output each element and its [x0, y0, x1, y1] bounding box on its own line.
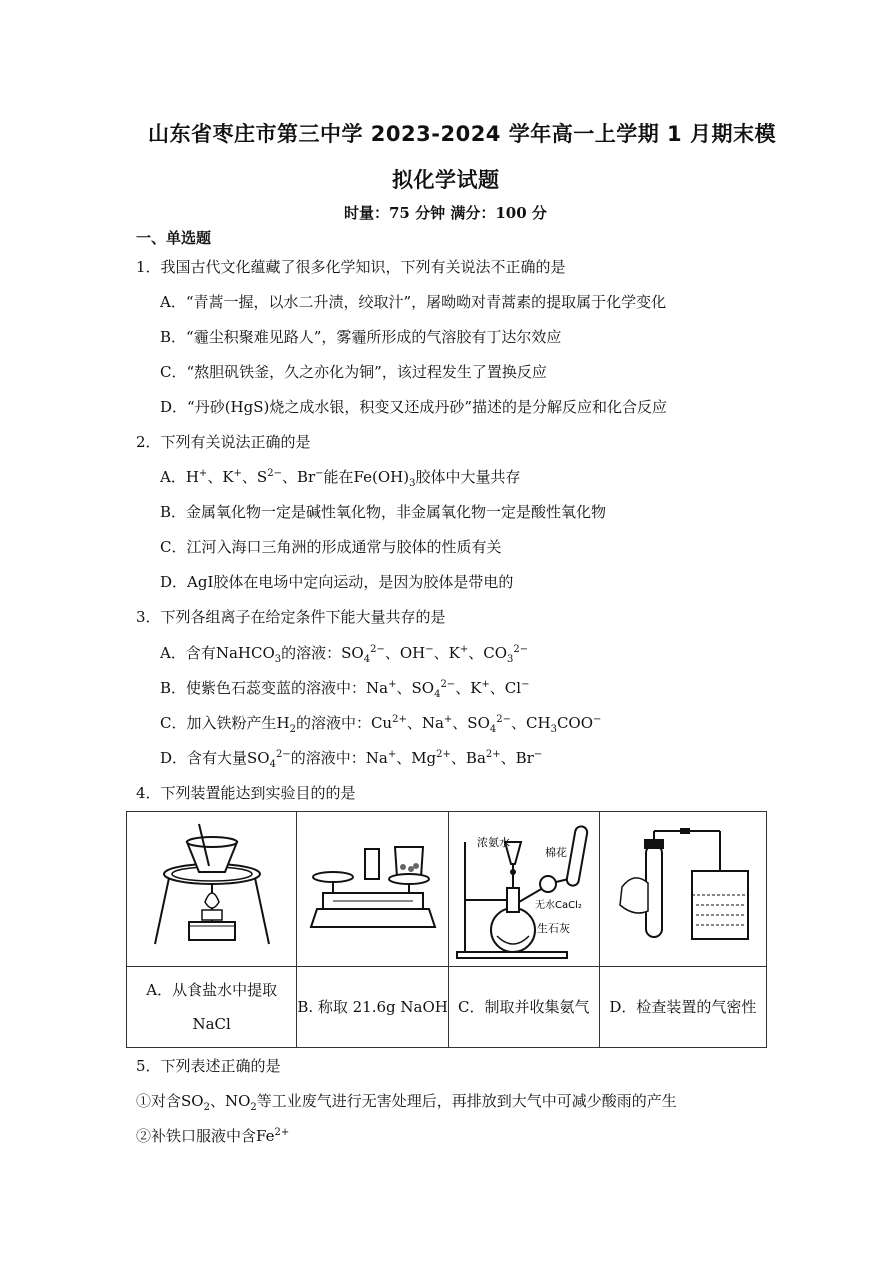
caption-c: C．制取并收集氨气	[448, 967, 599, 1048]
question-1-option-b: B．“霾尘积聚难见路人”，雾霾所形成的气溶胶有丁达尔效应	[160, 328, 562, 346]
caption-a-line2: NaCl	[192, 1015, 231, 1033]
page-title-line2: 拟化学试题	[392, 168, 500, 192]
airtightness-check-illustration	[608, 827, 758, 947]
exam-meta: 时量：75 分钟 满分：100 分	[344, 204, 547, 222]
label-quicklime: 生石灰	[536, 922, 570, 935]
page-title: 山东省枣庄市第三中学 2023-2024 学年高一上学期 1 月期末模	[148, 122, 776, 146]
evaporating-dish-illustration	[147, 822, 277, 952]
question-5-statement-1: ①对含$SO_2$、$NO_2$等工业废气进行无害处理后，再排放到大气中可减少酸雨的产生	[136, 1092, 677, 1113]
question-2-option-b: B．金属氧化物一定是碱性氧化物，非金属氧化物一定是酸性氧化物	[160, 503, 607, 521]
question-2-option-d: D．AgI胶体在电场中定向运动，是因为胶体是带电的	[160, 573, 514, 591]
label-anhydrous-cacl2: 无水CaCl₂	[534, 900, 582, 911]
ammonia-apparatus-illustration	[451, 812, 597, 962]
label-cotton: 棉花	[544, 846, 567, 859]
question-3-option-b: B．使紫色石蕊变蓝的溶液中：Na+、$SO_4^{2-}$、K+、Cl−	[160, 679, 530, 700]
question-5-statement-2: ②补铁口服液中含$Fe^{2+}$	[136, 1127, 290, 1145]
question-1-option-d: D．“丹砂(HgS)烧之成水银，积变又还成丹砂”描述的是分解反应和化合反应	[160, 398, 668, 416]
balance-illustration	[303, 837, 443, 937]
question-2-stem: 2．下列有关说法正确的是	[136, 433, 311, 451]
caption-d: D．检查装置的气密性	[599, 967, 766, 1048]
question-3-option-c: C．加入铁粉产生$H_2$的溶液中：$Cu^{2+}$、Na+、$SO_4^{2-}$、$CH_3COO^-$	[160, 714, 602, 735]
label-ammonia-water: 浓氨水	[476, 836, 510, 849]
question-1-option-c: C．“熬胆矾铁釜，久之亦化为铜”，该过程发生了置换反应	[160, 363, 547, 381]
apparatus-b-cell	[297, 812, 449, 967]
question-3-option-a: A．含有NaHCO$_3$的溶液：$SO_4^{2-}$、OH−、K+、$CO_3^{2-}$	[160, 644, 529, 665]
question-2-option-c: C．江河入海口三角洲的形成通常与胶体的性质有关	[160, 538, 502, 556]
caption-a	[127, 967, 297, 1048]
question-5-stem: 5．下列表述正确的是	[136, 1057, 281, 1075]
apparatus-d-cell	[599, 812, 766, 967]
caption-a-line1: A．从食盐水中提取	[146, 981, 278, 999]
question-3-stem: 3．下列各组离子在给定条件下能大量共存的是	[136, 608, 446, 626]
question-1-stem: 1．我国古代文化蕴藏了很多化学知识，下列有关说法不正确的是	[136, 258, 566, 276]
caption-b: B. 称取 21.6g NaOH	[297, 967, 449, 1048]
question-2-option-a: A．H+、K+、$S^{2-}$、Br−能在$Fe(OH)_3$胶体中大量共存	[160, 468, 521, 489]
apparatus-c-cell	[448, 812, 599, 967]
section-heading: 一、单选题	[136, 229, 212, 247]
question-3-option-d: D．含有大量$SO_4^{2-}$的溶液中：Na+、$Mg^{2+}$、$Ba^{2+}$、Br−	[160, 749, 543, 770]
apparatus-a-cell	[127, 812, 297, 967]
question-1-option-a: A．“青蒿一握，以水二升渍，绞取汁”，屠呦呦对青蒿素的提取属于化学变化	[160, 293, 667, 311]
question-4-stem: 4．下列装置能达到实验目的的是	[136, 784, 356, 802]
apparatus-table	[126, 811, 767, 1048]
